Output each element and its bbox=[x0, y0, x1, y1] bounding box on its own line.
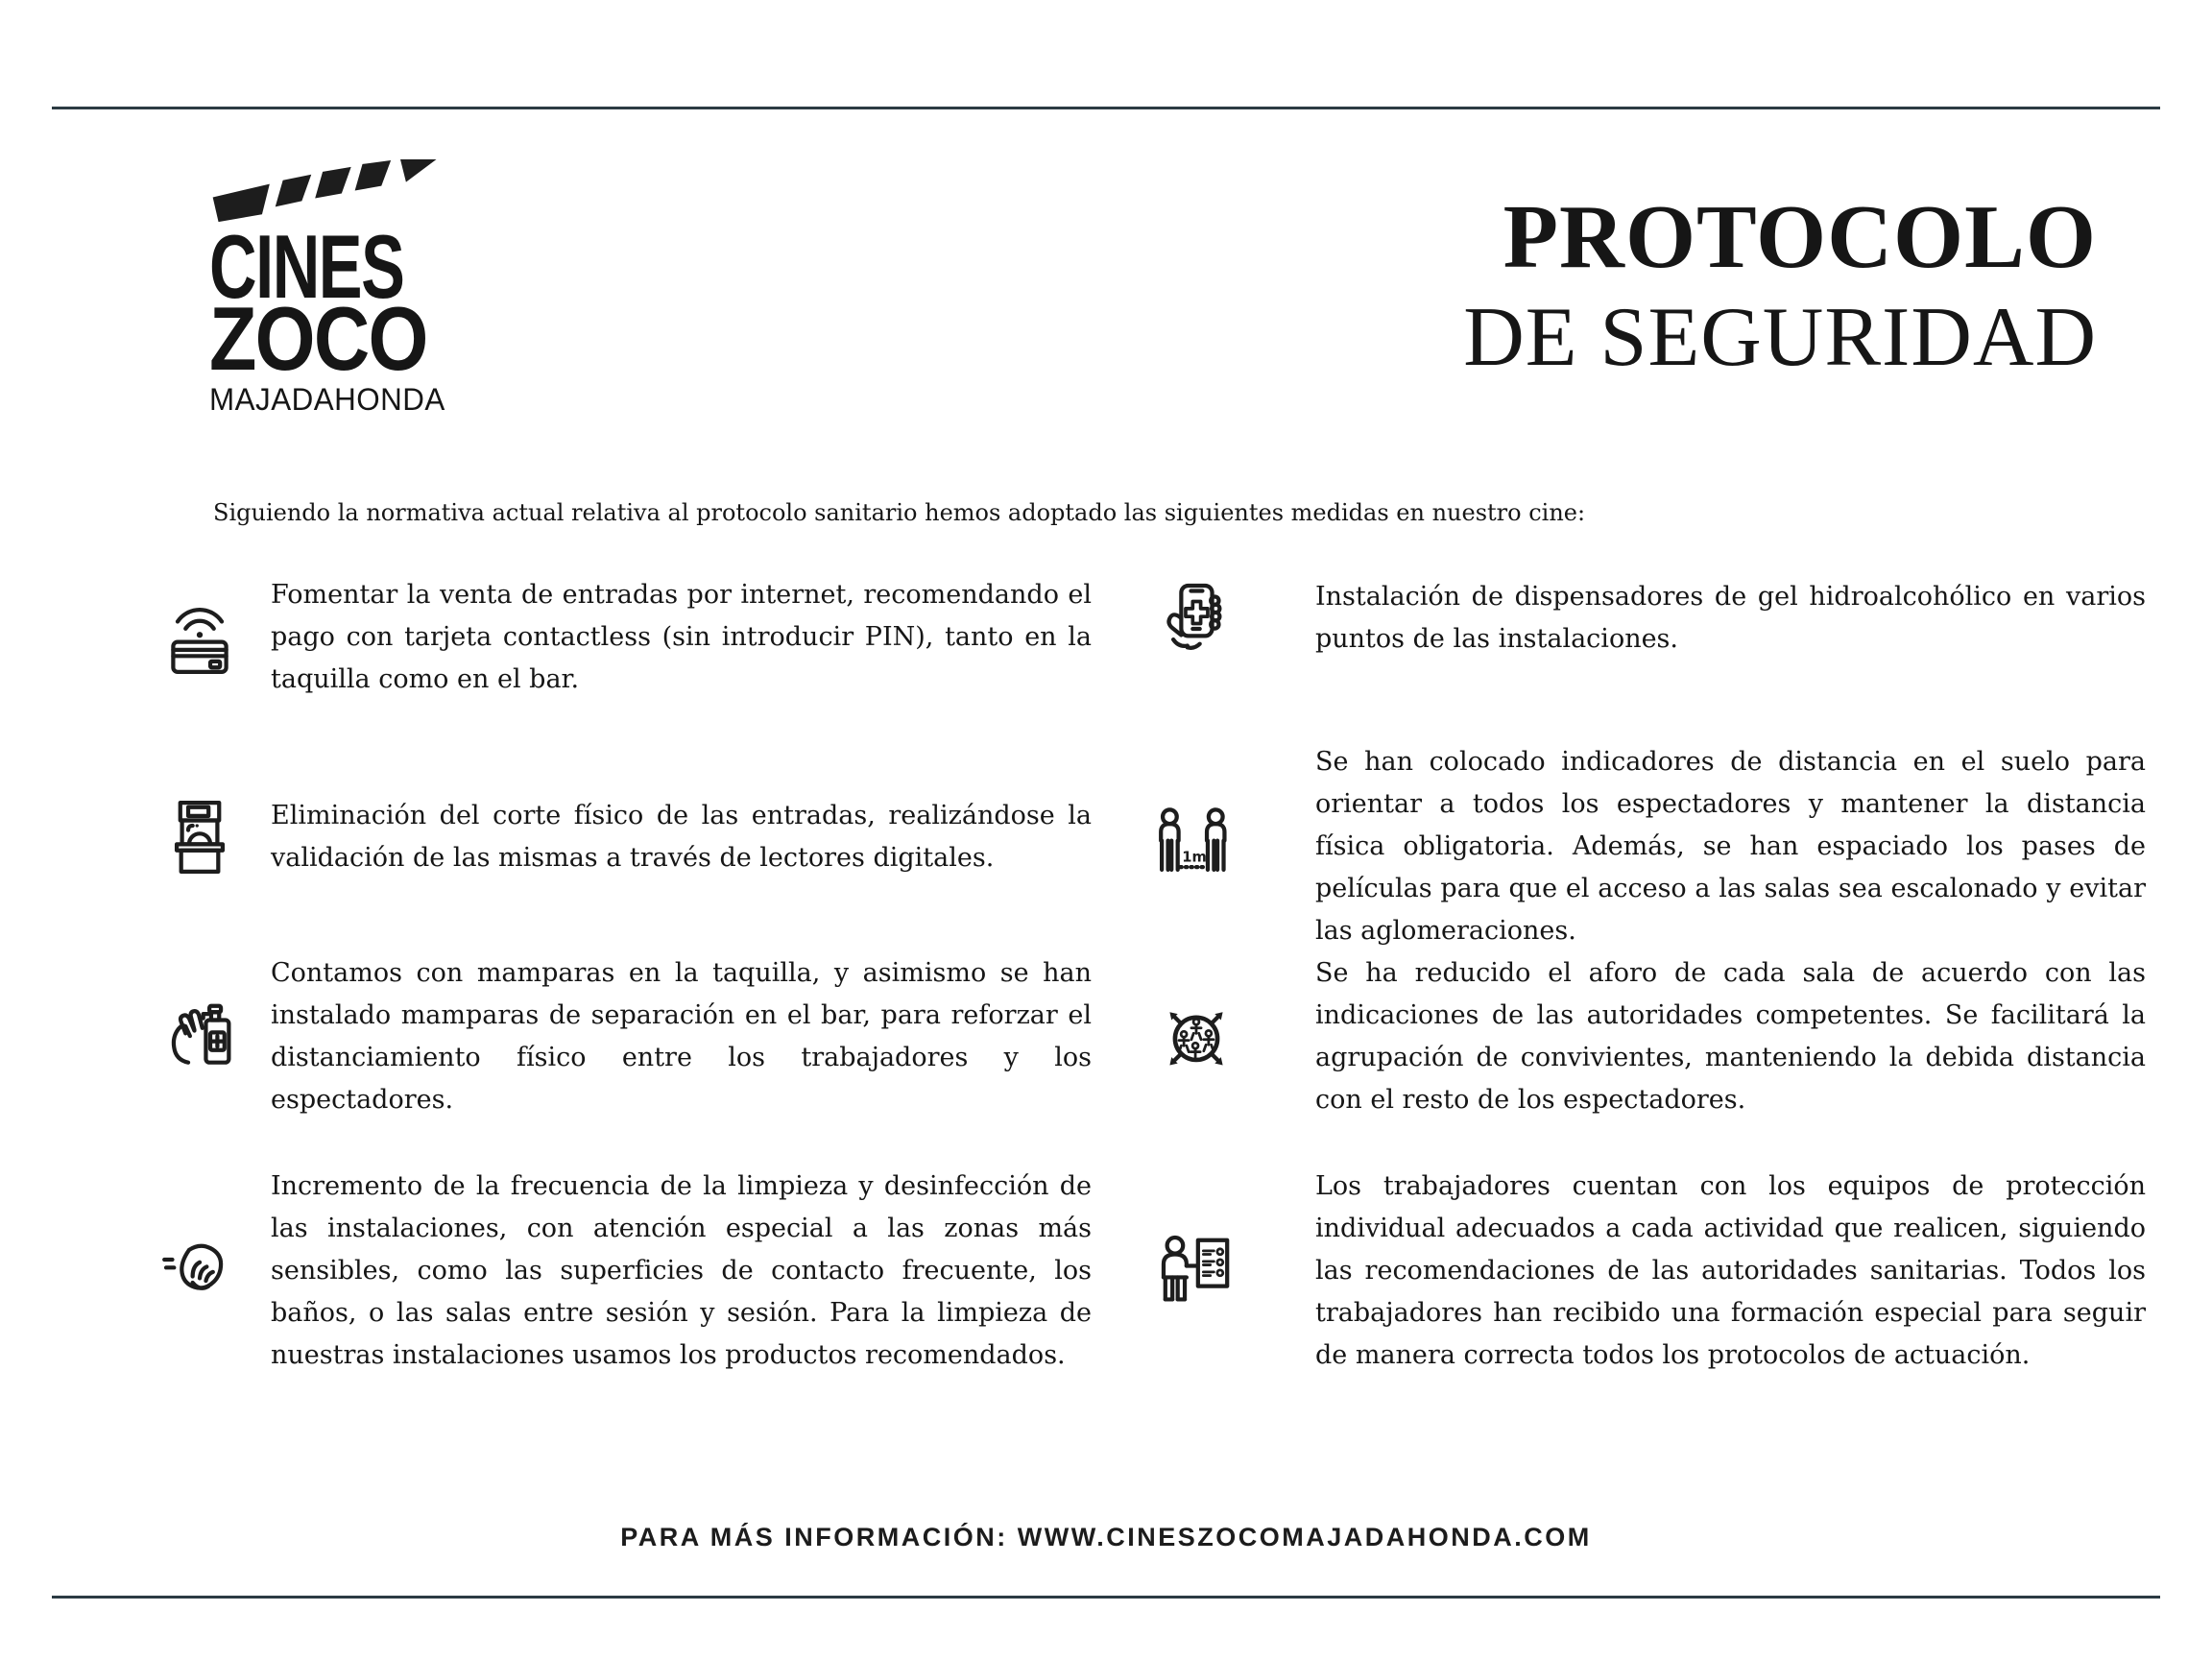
ticket-validator-icon bbox=[156, 793, 244, 881]
measure-text: Eliminación del corte físico de las entradas, realizándose la validación de las mismas a través de lectores digitales. bbox=[271, 801, 1092, 873]
measure-reduced-capacity bbox=[1152, 952, 2146, 1121]
logo-text-majadahonda: MAJADAHONDA bbox=[209, 382, 445, 418]
measure-cleaning bbox=[156, 1166, 1092, 1377]
measure-text: Fomentar la venta de entradas por internet, recomendando el pago con tarjeta contactless (sin introducir PIN), tanto en la taquilla como en el bar. bbox=[271, 580, 1092, 694]
measure-screens-counters bbox=[156, 952, 1092, 1121]
measure-gel-dispensers bbox=[1152, 574, 2146, 662]
measure-text: Se han colocado indicadores de distancia en el suelo para orientar a todos los espectadores y mantener la distancia física obligatoria. Además, se han espaciado los pases de películas para que el acceso a las salas sea escalonado y evitar las aglomeraciones. bbox=[1315, 747, 2146, 946]
gel-dispenser-phone-icon bbox=[1152, 574, 1240, 662]
top-divider bbox=[52, 107, 2160, 109]
staff-training-icon bbox=[1152, 1227, 1240, 1315]
page-title bbox=[1463, 187, 2097, 384]
intro-text: Siguiendo la normativa actual relativa al protocolo sanitario hemos adoptado las siguientes medidas en nuestro cine: bbox=[213, 499, 1586, 526]
logo-text-cines: CINES bbox=[209, 216, 404, 317]
measure-digital-validation bbox=[156, 793, 1092, 881]
measure-staff-ppe-training bbox=[1152, 1166, 2146, 1377]
reduced-capacity-icon bbox=[1152, 993, 1240, 1081]
cleaning-wipe-icon bbox=[156, 1227, 244, 1315]
measure-text: Contamos con mamparas en la taquilla, y asimismo se han instalado mamparas de separación en el bar, para reforzar el distanciamiento físico entre los trabajadores y los espectadores. bbox=[271, 958, 1092, 1115]
social-distance-icon bbox=[1152, 803, 1240, 891]
hand-sanitizer-icon bbox=[156, 993, 244, 1081]
measure-text: Se ha reducido el aforo de cada sala de acuerdo con las indicaciones de las autoridades competentes. Se facilitará la agrupación de convivientes, manteniendo la debida distancia con el resto de los espectadores. bbox=[1315, 958, 2146, 1115]
logo-text-zoco: ZOCO bbox=[209, 288, 427, 390]
measure-floor-distance bbox=[1152, 741, 2146, 952]
bottom-divider bbox=[52, 1596, 2160, 1599]
measure-text: Los trabajadores cuentan con los equipos de protección individual adecuados a cada actividad que realicen, siguiendo las recomendaciones de las autoridades sanitarias. Todos los trabajadores han recibido una formación especial para seguir de manera correcta todos los protocolos de actuación. bbox=[1315, 1171, 2146, 1370]
contactless-card-icon bbox=[156, 593, 244, 682]
measure-text: Incremento de la frecuencia de la limpieza y desinfección de las instalaciones, con atención especial a las zonas más sensibles, como las superficies de contacto frecuente, los baños, o las salas entre sesión y sesión. Para la limpieza de nuestras instalaciones usamos los productos recomendados. bbox=[271, 1171, 1092, 1370]
footer-info-url: PARA MÁS INFORMACIÓN: WWW.CINESZOCOMAJADAHONDA.COM bbox=[620, 1523, 1592, 1551]
title-line-1: PROTOCOLO bbox=[1503, 187, 2097, 287]
title-line-2: DE SEGURIDAD bbox=[1463, 291, 2097, 384]
measure-online-tickets bbox=[156, 574, 1092, 701]
measure-text: Instalación de dispensadores de gel hidroalcohólico en varios puntos de las instalaciones. bbox=[1315, 582, 2146, 654]
distance-1m-label: 1m bbox=[1182, 849, 1207, 866]
cines-zoco-logo bbox=[209, 159, 459, 418]
